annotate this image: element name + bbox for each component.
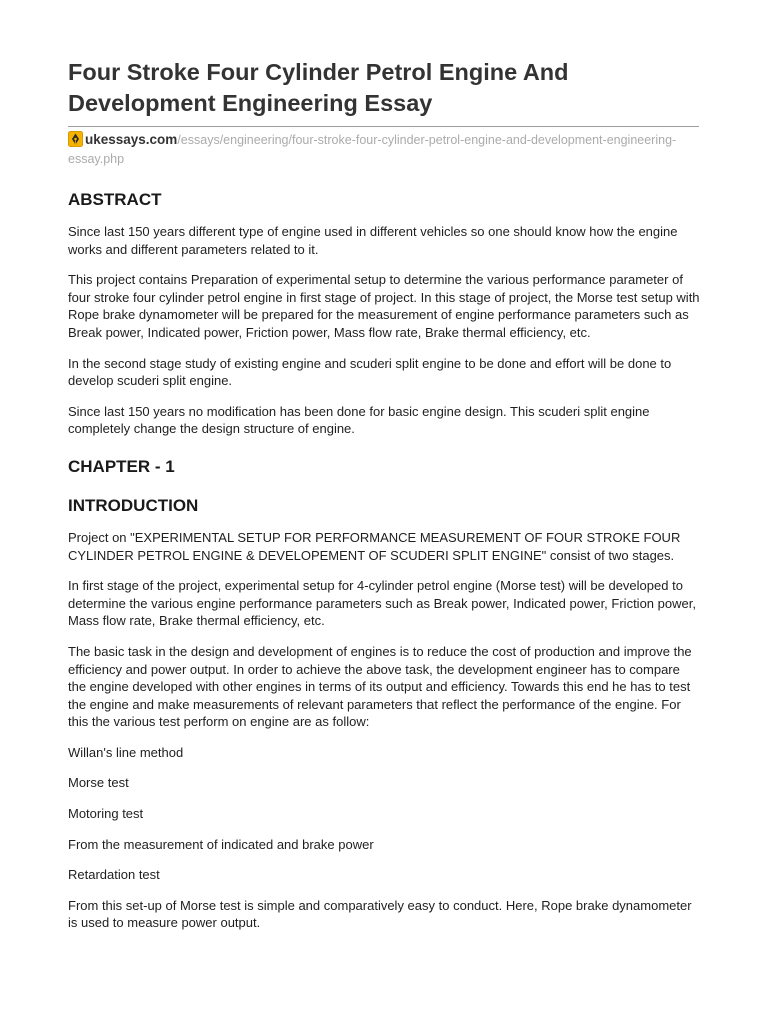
abstract-paragraph: Since last 150 years no modification has been done for basic engine design. This scuderi split engine completely change the design structure of engine. <box>68 403 650 437</box>
test-list-item: Motoring test <box>68 806 144 822</box>
introduction-paragraph: In first stage of the project, experimental setup for 4-cylinder petrol engine (Morse test) will be developed to determine the various engine performance parameters such as Break power, Indicated power, Friction power, Mass flow rate, Brake thermal efficiency, etc. <box>68 578 696 629</box>
abstract-paragraph: Since last 150 years different type of engine used in different vehicles so one should know how the engine works and different parameters related to it. <box>68 224 678 257</box>
introduction-paragraph: The basic task in the design and development of engines is to reduce the cost of production and improve the efficiency and power output. In order to achieve the above task, the development engineer has to compare the engine developed with other engines in terms of its output and efficiency. Towards this end he has to test the engine and make measurements of relevant parameters that reflect the performance of the engine. For this the various test perform on engine are as follow: <box>68 643 692 730</box>
introduction-paragraph: Project on "EXPERIMENTAL SETUP FOR PERFORMANCE MEASUREMENT OF FOUR STROKE FOUR CYLINDER PETROL ENGINE & DEVELOPEMENT OF SCUDERI SPLIT ENGINE" consist of two stages. <box>68 529 681 563</box>
source-line <box>68 131 688 167</box>
test-list-item: Morse test <box>68 775 129 791</box>
chapter-heading: CHAPTER - 1 <box>68 456 175 476</box>
test-list-item: Willan's line method <box>68 744 184 760</box>
test-list-item: From the measurement of indicated and brake power <box>68 836 374 852</box>
source-path-link[interactable]: /essays/engineering/four-stroke-four-cylinder-petrol-engine-and-development-engineering-essay.php <box>68 133 677 166</box>
abstract-paragraph: In the second stage study of existing engine and scuderi split engine to be done and effort will be done to develop scuderi split engine. <box>68 355 672 389</box>
pen-nib-logo-icon <box>68 131 83 151</box>
test-list-item: Retardation test <box>68 867 160 883</box>
closing-paragraph: From this set-up of Morse test is simple and comparatively easy to conduct. Here, Rope brake dynamometer is used to measure power output. <box>68 897 692 931</box>
title-divider <box>68 126 699 127</box>
introduction-heading: INTRODUCTION <box>68 495 199 515</box>
source-site-link[interactable]: ukessays.com <box>85 132 178 147</box>
abstract-paragraph: This project contains Preparation of experimental setup to determine the various performance parameter of four stroke four cylinder petrol engine in first stage of project. In this stage of project, the Morse test setup with Rope brake dynamometer will be prepared for the measurement of engine performance parameters such as Break power, Indicated power, Friction power, Mass flow rate, Brake thermal efficiency, etc. <box>68 272 700 340</box>
page-title: Four Stroke Four Cylinder Petrol Engine And Development Engineering Essay <box>68 59 569 116</box>
abstract-heading: ABSTRACT <box>68 190 162 209</box>
